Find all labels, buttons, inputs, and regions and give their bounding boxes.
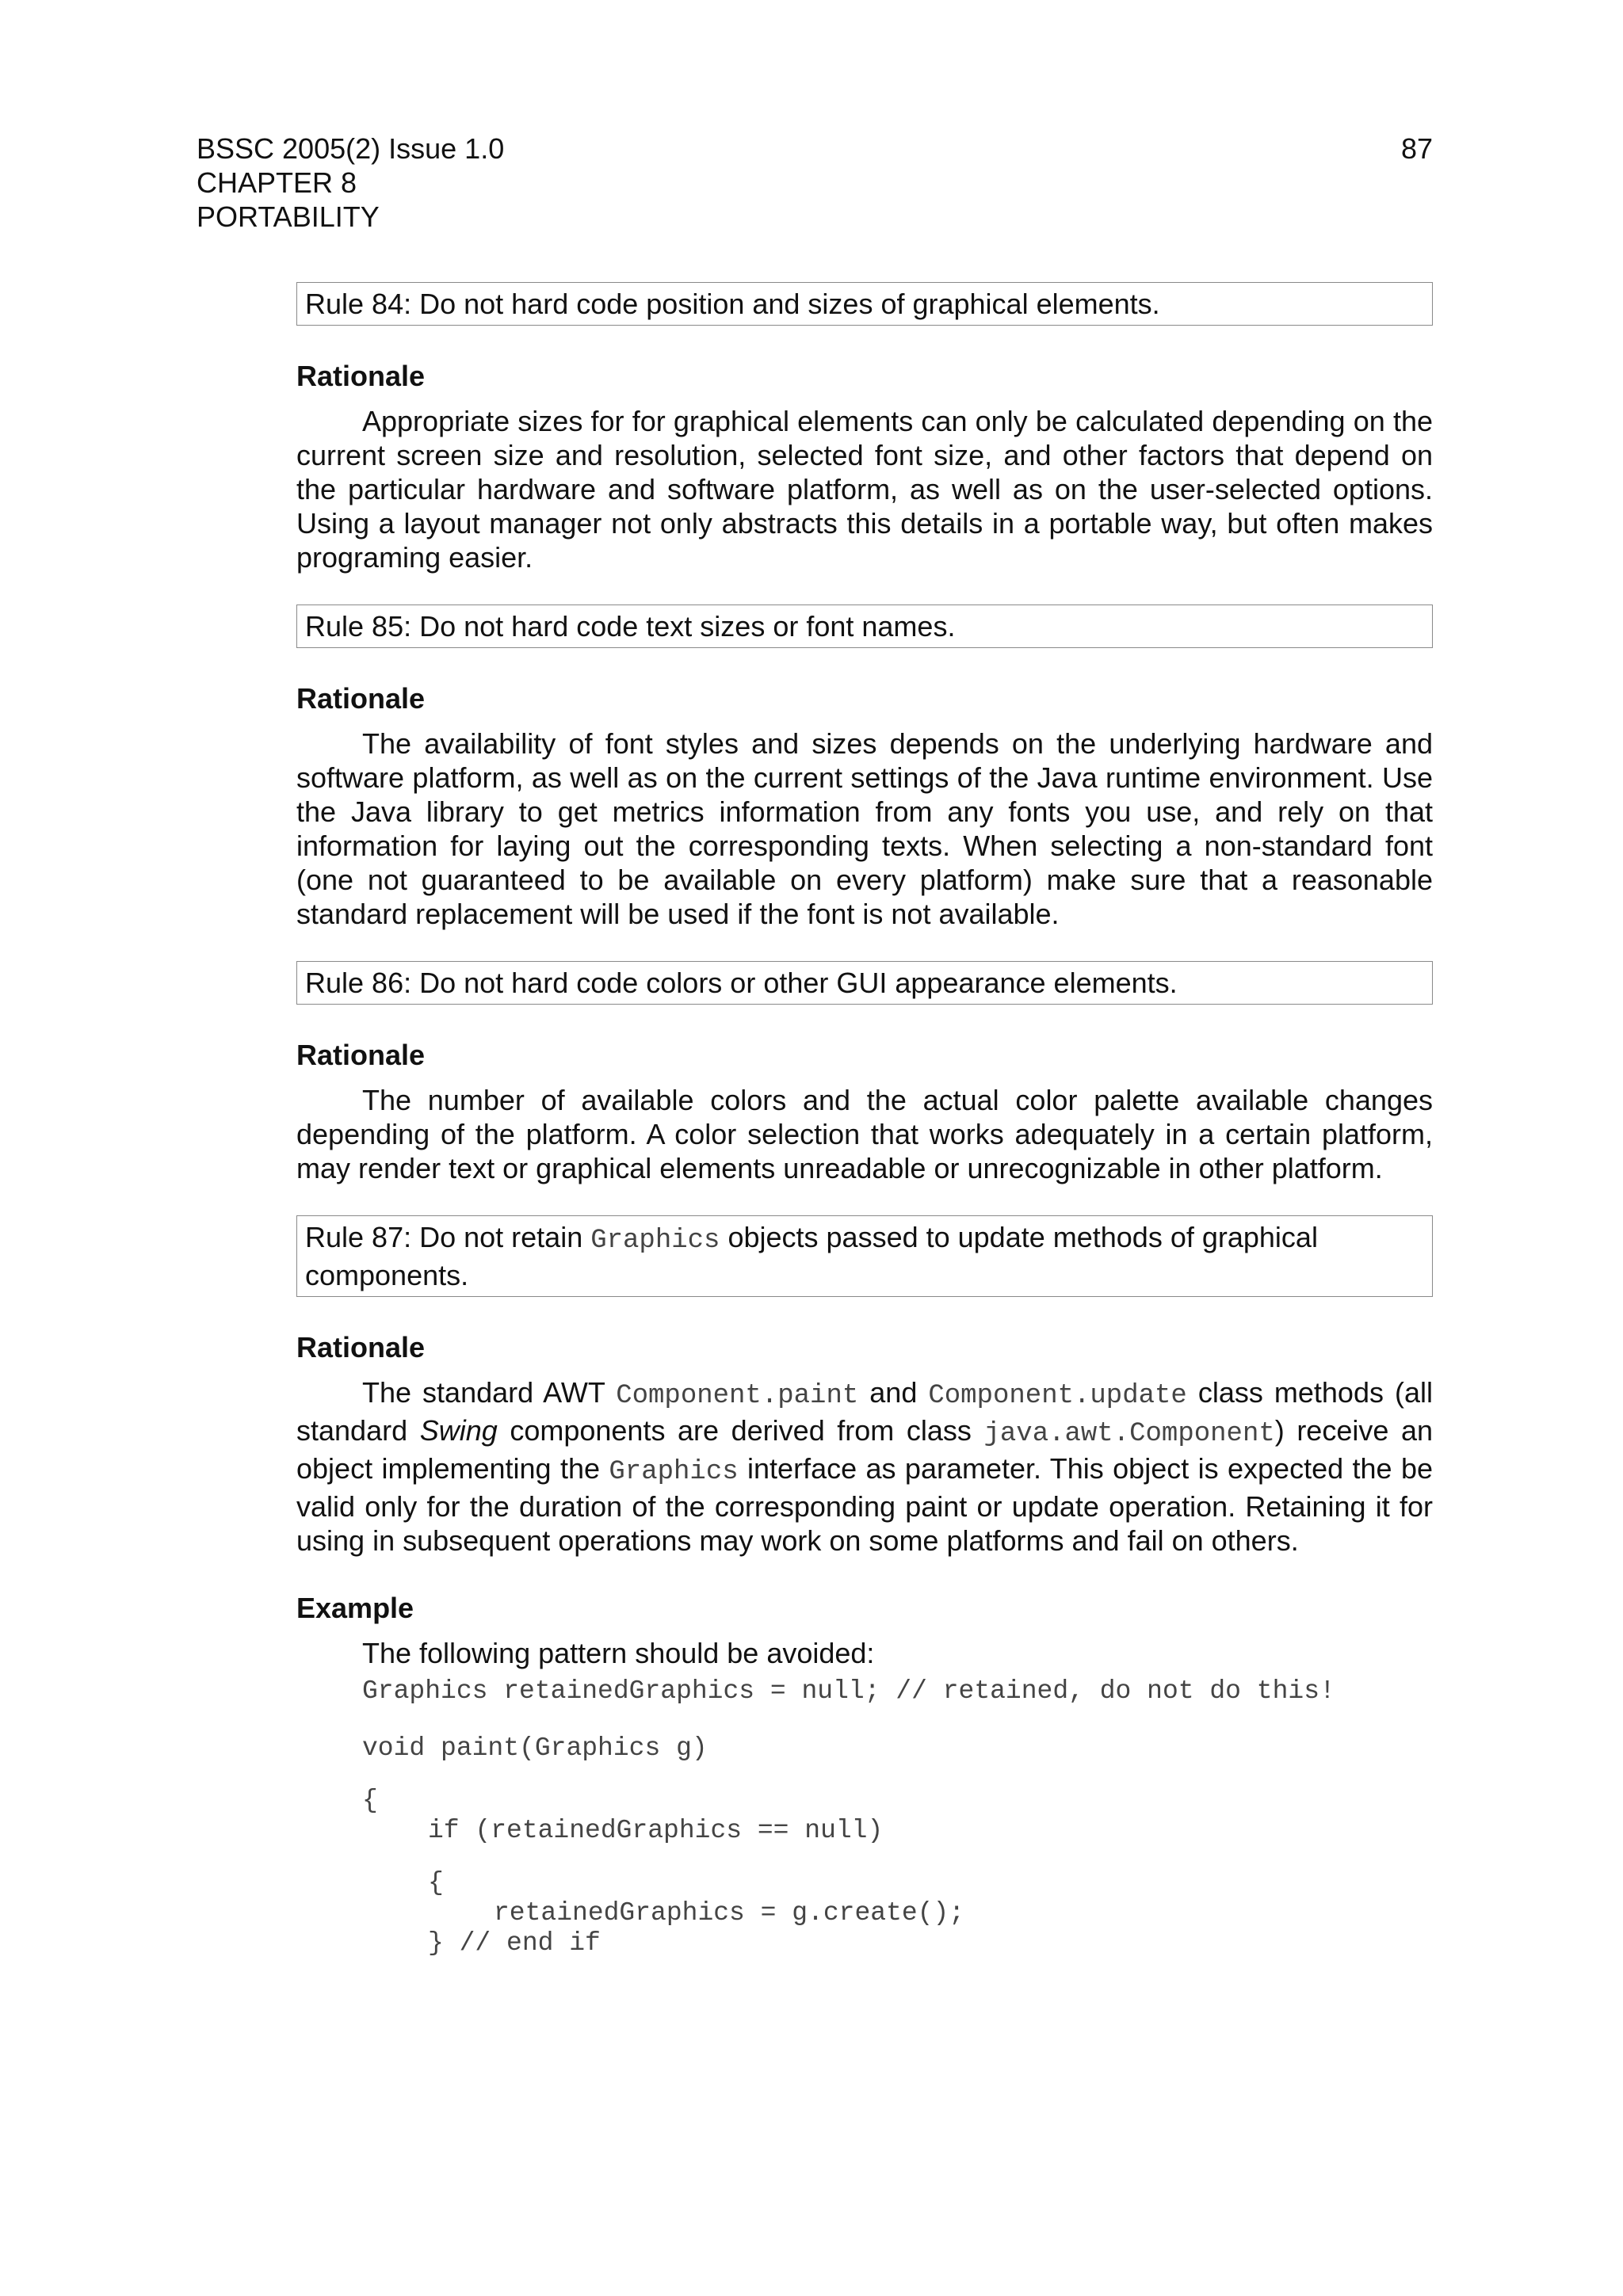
code-line: } // end if	[428, 1928, 601, 1958]
inline-code: Component.update	[928, 1381, 1187, 1411]
code-line: retainedGraphics = g.create();	[494, 1898, 965, 1928]
rule-85-text: Rule 85: Do not hard code text sizes or font names.	[305, 610, 956, 643]
code-line: {	[428, 1868, 444, 1897]
rule-84-text: Rule 84: Do not hard code position and sizes of graphical elements.	[305, 288, 1160, 320]
document-id: BSSC 2005(2) Issue 1.0	[197, 132, 505, 165]
inline-code: java.awt.Component	[983, 1419, 1275, 1449]
rationale-heading: Rationale	[296, 682, 426, 715]
example-intro: The following pattern should be avoided:	[362, 1637, 875, 1669]
page-number: 87	[1400, 132, 1433, 165]
rationale-text: components are derived from class	[497, 1414, 984, 1447]
rule-86-text: Rule 86: Do not hard code colors or other GUI appearance elements.	[305, 967, 1178, 999]
rationale-text: The standard AWT	[362, 1376, 617, 1409]
rule-86-box	[296, 961, 1433, 1005]
rationale-heading: Rationale	[296, 360, 426, 392]
chapter-label: CHAPTER 8	[197, 166, 357, 199]
rule-87-code: Graphics	[590, 1226, 720, 1256]
rationale-text: and	[858, 1376, 929, 1409]
rationale-heading: Rationale	[296, 1039, 426, 1071]
rationale-text: ) receive an object implementing the	[296, 1414, 1433, 1485]
code-line: {	[362, 1786, 378, 1815]
example-heading: Example	[296, 1592, 414, 1624]
rule-86-rationale: The number of available colors and the actual color palette available changes depending of the platform. A color selection that works adequately in a certain platform, may render text or graphical elements unreadable or unrecognizable in other platform.	[296, 1084, 1433, 1184]
code-line: void paint(Graphics g)	[362, 1733, 708, 1763]
rationale-text: class methods (all standard	[296, 1376, 1433, 1447]
rule-87-box	[296, 1215, 1433, 1297]
rule-85-rationale: The availability of font styles and sizes depends on the underlying hardware and software platform, as well as on the current settings of the Java runtime environment. Use the Java library to get metrics information from any fonts you use, and rely on that information for laying out the corresponding texts. When selecting a non-standard font (one not guaranteed to be available on every platform) make sure that a reasonable standard replacement will be used if the font is not available.	[296, 727, 1433, 930]
main-content	[296, 282, 1433, 1958]
rationale-heading: Rationale	[296, 1331, 426, 1363]
inline-code: Graphics	[609, 1457, 739, 1487]
rule-85-box	[296, 605, 1433, 648]
code-example	[362, 1676, 1433, 1958]
code-line: Graphics retainedGraphics = null; // retained, do not do this!	[362, 1676, 1335, 1706]
chapter-title: PORTABILITY	[197, 200, 380, 233]
emphasis-text: Swing	[419, 1414, 498, 1447]
rule-87-text-b: objects passed to update methods of graphical components.	[305, 1221, 1318, 1291]
rule-84-box	[296, 282, 1433, 326]
page-header	[197, 132, 1433, 234]
code-line: if (retainedGraphics == null)	[428, 1816, 884, 1845]
inline-code: Component.paint	[616, 1381, 859, 1411]
rule-87-rationale	[296, 1375, 1433, 1558]
rule-87-text-a: Rule 87: Do not retain	[305, 1221, 591, 1253]
rationale-text: interface as parameter. This object is expected the be valid only for the duration of the corresponding paint or update operation. Retaining it for using in subsequent operations may work on some platforms and fail on others.	[296, 1452, 1434, 1557]
rule-84-rationale: Appropriate sizes for for graphical elements can only be calculated depending on the current screen size and resolution, selected font size, and other factors that depend on the particular hardware and software platform, as well as on the user-selected options. Using a layout manager not only abstracts this details in a portable way, but often makes programing easier.	[296, 405, 1433, 574]
